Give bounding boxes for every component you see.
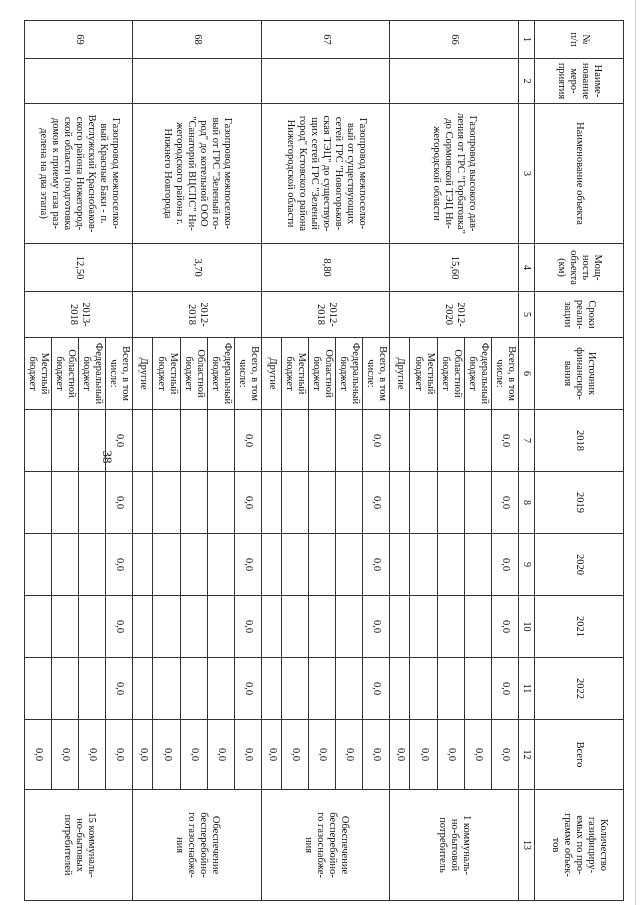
row-number: 66 xyxy=(390,21,519,59)
year-value-2019 xyxy=(25,472,52,534)
header-object-name: Наименование объекта xyxy=(535,104,624,244)
total-value: 0,0 xyxy=(262,720,282,790)
row-number: 68 xyxy=(133,21,262,59)
row-number: 69 xyxy=(25,21,134,59)
year-value-2018: 0,0 xyxy=(491,410,518,472)
year-value-2020 xyxy=(207,534,234,596)
column-number: 10 xyxy=(519,596,535,658)
column-number: 13 xyxy=(519,790,535,901)
funding-source-label: Областной бюджет xyxy=(309,338,336,410)
year-value-2018: 0,0 xyxy=(363,410,390,472)
year-value-2020 xyxy=(464,534,491,596)
year-value-2021 xyxy=(207,596,234,658)
year-value-2021 xyxy=(410,596,437,658)
gasified-result-cell: Обеспечение бесперебойно- го газоснабже- ния xyxy=(133,790,262,901)
header-row xyxy=(535,21,624,901)
object-name-cell: Газопровод межпоселко- вый от ГРС "Зеленый го- род" до котельной ООО "Санаторий ВЦСПС" Ни- жегородского района г. Нижнего Новгорода xyxy=(133,104,262,244)
year-value-2022 xyxy=(390,658,410,720)
funding-source-label: Всего, в том числе: xyxy=(234,338,261,410)
year-value-2019 xyxy=(207,472,234,534)
total-value: 0,0 xyxy=(180,720,207,790)
year-value-2020 xyxy=(390,534,410,596)
header-num: № п/п xyxy=(535,21,624,59)
year-value-2018 xyxy=(153,410,180,472)
header-gasified-count: Количество газифициру- емых по про- грамме объек- тов xyxy=(535,790,624,901)
funding-source-label: Местный бюджет xyxy=(25,338,52,410)
column-number: 7 xyxy=(519,410,535,472)
year-value-2018 xyxy=(410,410,437,472)
total-value: 0,0 xyxy=(410,720,437,790)
year-value-2019: 0,0 xyxy=(491,472,518,534)
year-value-2019: 0,0 xyxy=(363,472,390,534)
year-value-2020: 0,0 xyxy=(491,534,518,596)
header-year-2020: 2020 xyxy=(535,534,624,596)
row-number: 67 xyxy=(262,21,391,59)
header-terms: Сроки реали- зации xyxy=(535,292,624,338)
year-value-2019 xyxy=(336,472,363,534)
year-value-2021 xyxy=(25,596,52,658)
funding-source-label: Областной бюджет xyxy=(437,338,464,410)
total-value: 0,0 xyxy=(390,720,410,790)
capacity-cell: 12,50 xyxy=(25,244,134,292)
funding-source-label: Всего, в том числе: xyxy=(491,338,518,410)
year-value-2019 xyxy=(410,472,437,534)
column-number: 11 xyxy=(519,658,535,720)
measure-name-cell xyxy=(133,59,262,104)
total-value: 0,0 xyxy=(464,720,491,790)
year-value-2022 xyxy=(180,658,207,720)
total-value: 0,0 xyxy=(133,720,153,790)
year-value-2021 xyxy=(309,596,336,658)
column-number: 6 xyxy=(519,338,535,410)
year-value-2019 xyxy=(79,472,106,534)
year-value-2020 xyxy=(25,534,52,596)
terms-cell: 2013- 2018 xyxy=(25,292,134,338)
year-value-2021 xyxy=(52,596,79,658)
header-year-2021: 2021 xyxy=(535,596,624,658)
year-value-2022: 0,0 xyxy=(491,658,518,720)
total-value: 0,0 xyxy=(437,720,464,790)
program-table xyxy=(24,20,624,901)
total-value: 0,0 xyxy=(234,720,261,790)
header-year-2019: 2019 xyxy=(535,472,624,534)
year-value-2022 xyxy=(437,658,464,720)
year-value-2020 xyxy=(437,534,464,596)
column-number: 12 xyxy=(519,720,535,790)
year-value-2019 xyxy=(464,472,491,534)
year-value-2020 xyxy=(79,534,106,596)
table-row xyxy=(363,21,390,901)
year-value-2021 xyxy=(133,596,153,658)
funding-source-label: Другие xyxy=(390,338,410,410)
year-value-2019: 0,0 xyxy=(106,472,133,534)
year-value-2022 xyxy=(52,658,79,720)
year-value-2019 xyxy=(390,472,410,534)
year-value-2019 xyxy=(153,472,180,534)
page-number: 38 xyxy=(100,450,115,464)
year-value-2018 xyxy=(207,410,234,472)
scan-edge-line xyxy=(635,0,636,905)
year-value-2022 xyxy=(153,658,180,720)
year-value-2020: 0,0 xyxy=(106,534,133,596)
funding-source-label: Областной бюджет xyxy=(52,338,79,410)
gasified-result-cell: 1 коммуналь- но-бытовой потребитель xyxy=(390,790,519,901)
total-value: 0,0 xyxy=(336,720,363,790)
funding-source-label: Другие xyxy=(133,338,153,410)
year-value-2020 xyxy=(336,534,363,596)
year-value-2018 xyxy=(133,410,153,472)
year-value-2018 xyxy=(180,410,207,472)
object-name-cell: Газопровод межпоселко- вый Красные Баки - п. Ветлужский Краснобаков- ского района Нижегород- ской области (подготовка домов к приему газа раз- делена на два этапа) xyxy=(25,104,134,244)
column-number: 2 xyxy=(519,59,535,104)
year-value-2021: 0,0 xyxy=(234,596,261,658)
funding-source-label: Местный бюджет xyxy=(282,338,309,410)
funding-source-label: Местный бюджет xyxy=(153,338,180,410)
year-value-2018: 0,0 xyxy=(106,410,133,472)
year-value-2020 xyxy=(52,534,79,596)
year-value-2021: 0,0 xyxy=(491,596,518,658)
year-value-2022 xyxy=(79,658,106,720)
year-value-2020: 0,0 xyxy=(363,534,390,596)
total-value: 0,0 xyxy=(79,720,106,790)
year-value-2019 xyxy=(437,472,464,534)
year-value-2022 xyxy=(25,658,52,720)
measure-name-cell xyxy=(262,59,391,104)
year-value-2021 xyxy=(464,596,491,658)
year-value-2021 xyxy=(390,596,410,658)
object-name-cell: Газопровод высокого дав- ления от ГРС "Горбатовка" до Сормовской ТЭЦ Ни- жегородской области xyxy=(390,104,519,244)
funding-source-label: Федеральный бюджет xyxy=(464,338,491,410)
year-value-2022 xyxy=(262,658,282,720)
funding-source-label: Местный бюджет xyxy=(410,338,437,410)
total-value: 0,0 xyxy=(25,720,52,790)
year-value-2018 xyxy=(464,410,491,472)
year-value-2020 xyxy=(133,534,153,596)
terms-cell: 2012- 2018 xyxy=(133,292,262,338)
year-value-2021 xyxy=(336,596,363,658)
funding-source-label: Всего, в том числе: xyxy=(106,338,133,410)
year-value-2021: 0,0 xyxy=(106,596,133,658)
total-value: 0,0 xyxy=(106,720,133,790)
header-year-2018: 2018 xyxy=(535,410,624,472)
year-value-2020 xyxy=(410,534,437,596)
header-measure-name: Наиме- нование меро- приятия xyxy=(535,59,624,104)
year-value-2019 xyxy=(282,472,309,534)
year-value-2019 xyxy=(309,472,336,534)
measure-name-cell xyxy=(25,59,134,104)
year-value-2020 xyxy=(309,534,336,596)
year-value-2020 xyxy=(153,534,180,596)
year-value-2021 xyxy=(282,596,309,658)
total-value: 0,0 xyxy=(309,720,336,790)
header-funding-source: Источник финансиро- вания xyxy=(535,338,624,410)
year-value-2021 xyxy=(437,596,464,658)
year-value-2019 xyxy=(133,472,153,534)
year-value-2019 xyxy=(52,472,79,534)
year-value-2018 xyxy=(79,410,106,472)
terms-cell: 2012- 2018 xyxy=(262,292,391,338)
year-value-2018 xyxy=(25,410,52,472)
year-value-2021 xyxy=(153,596,180,658)
funding-source-label: Федеральный бюджет xyxy=(207,338,234,410)
year-value-2018 xyxy=(336,410,363,472)
column-number: 1 xyxy=(519,21,535,59)
column-number: 9 xyxy=(519,534,535,596)
header-year-2022: 2022 xyxy=(535,658,624,720)
object-name-cell: Газопровод межпоселко- вый от существующих сетей ГРС "Новогорьков- ская ТЭЦ" до существую- щих сетей ГРС "Зеленый город" Кстовского района Нижегородской области xyxy=(262,104,391,244)
year-value-2018 xyxy=(52,410,79,472)
year-value-2021 xyxy=(262,596,282,658)
total-value: 0,0 xyxy=(207,720,234,790)
column-number: 4 xyxy=(519,244,535,292)
total-value: 0,0 xyxy=(52,720,79,790)
year-value-2018 xyxy=(437,410,464,472)
capacity-cell: 8,80 xyxy=(262,244,391,292)
column-number: 8 xyxy=(519,472,535,534)
year-value-2020 xyxy=(282,534,309,596)
funding-source-label: Другие xyxy=(262,338,282,410)
column-number-row xyxy=(519,21,535,901)
year-value-2022 xyxy=(133,658,153,720)
gasified-result-cell: Обеспечение бесперебойно- го газоснабже- ния xyxy=(262,790,391,901)
capacity-cell: 3,70 xyxy=(133,244,262,292)
gasified-result-cell: 15 коммуналь- но-бытовых потребителей xyxy=(25,790,134,901)
year-value-2022 xyxy=(309,658,336,720)
year-value-2022 xyxy=(336,658,363,720)
column-number: 3 xyxy=(519,104,535,244)
table-row xyxy=(234,21,261,901)
year-value-2021: 0,0 xyxy=(363,596,390,658)
table-row xyxy=(106,21,133,901)
year-value-2018 xyxy=(282,410,309,472)
column-number: 5 xyxy=(519,292,535,338)
year-value-2018 xyxy=(309,410,336,472)
total-value: 0,0 xyxy=(491,720,518,790)
total-value: 0,0 xyxy=(153,720,180,790)
terms-cell: 2012- 2020 xyxy=(390,292,519,338)
year-value-2019 xyxy=(180,472,207,534)
year-value-2022 xyxy=(410,658,437,720)
year-value-2022 xyxy=(207,658,234,720)
year-value-2022 xyxy=(282,658,309,720)
measure-name-cell xyxy=(390,59,519,104)
year-value-2018 xyxy=(390,410,410,472)
year-value-2018 xyxy=(262,410,282,472)
header-capacity: Мощ- ность объекта (км) xyxy=(535,244,624,292)
year-value-2022: 0,0 xyxy=(234,658,261,720)
funding-source-label: Всего, в том числе: xyxy=(363,338,390,410)
funding-source-label: Федеральный бюджет xyxy=(336,338,363,410)
year-value-2022 xyxy=(464,658,491,720)
total-value: 0,0 xyxy=(363,720,390,790)
year-value-2019 xyxy=(262,472,282,534)
capacity-cell: 15,60 xyxy=(390,244,519,292)
year-value-2022: 0,0 xyxy=(363,658,390,720)
funding-source-label: Федеральный бюджет xyxy=(79,338,106,410)
total-value: 0,0 xyxy=(282,720,309,790)
year-value-2021 xyxy=(180,596,207,658)
table-row xyxy=(491,21,518,901)
year-value-2020 xyxy=(180,534,207,596)
year-value-2020: 0,0 xyxy=(234,534,261,596)
year-value-2019: 0,0 xyxy=(234,472,261,534)
year-value-2018: 0,0 xyxy=(234,410,261,472)
year-value-2020 xyxy=(262,534,282,596)
year-value-2022: 0,0 xyxy=(106,658,133,720)
funding-source-label: Областной бюджет xyxy=(180,338,207,410)
table-body xyxy=(25,21,624,901)
header-total: Всего xyxy=(535,720,624,790)
year-value-2021 xyxy=(79,596,106,658)
